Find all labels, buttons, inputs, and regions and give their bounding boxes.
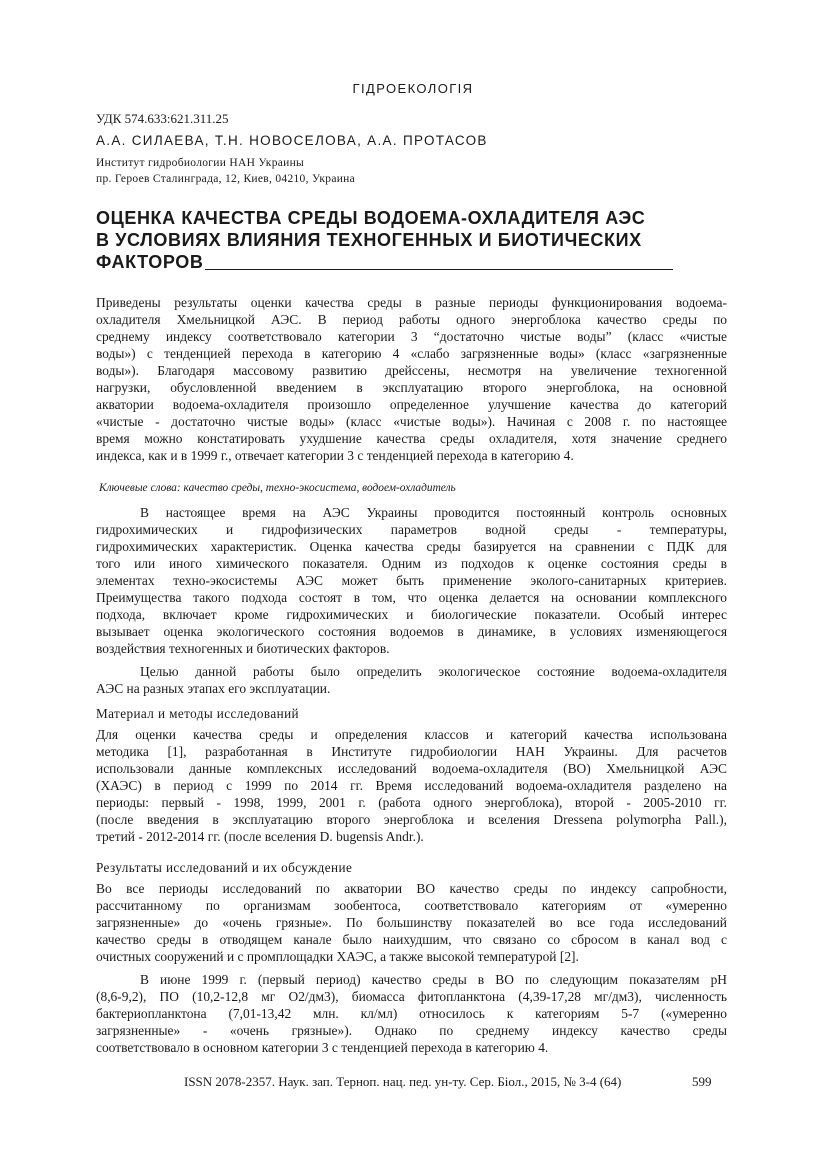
text-line: Приведены результаты оценки качества среды в разные периоды функционирования водоема-	[96, 295, 727, 310]
text-line: воды»). Благодаря массовому развитию дрейссены, несмотря на увеличение техногенной	[96, 363, 727, 378]
affiliation	[96, 155, 355, 187]
page-number: 599	[692, 1074, 712, 1089]
text-line: третий - 2012-2014 гг. (после вселения D. bugensis Andr.).	[96, 829, 424, 844]
title-line-last	[96, 251, 736, 273]
methods-paragraph	[96, 726, 727, 845]
text-line: АЭС на разных этапах его эксплуатации.	[96, 681, 331, 696]
text-line: воздействия техногенных и биотических факторов.	[96, 641, 390, 656]
text-line: акватории водоема-охладителя произошло определенное улучшение качества до категорий	[96, 397, 727, 412]
title-line: В УСЛОВИЯХ ВЛИЯНИЯ ТЕХНОГЕННЫХ И БИОТИЧЕСКИХ	[96, 230, 642, 250]
text-line: рассчитанному по организмам зообентоса, соответствовало категориям от «умеренно	[96, 898, 727, 913]
udc-code: УДК 574.633:621.311.25	[96, 111, 229, 126]
text-line: В июне 1999 г. (первый период) качество среды в ВО по следующим показателям pH	[140, 972, 727, 987]
title-text: ФАКТОРОВ	[96, 252, 204, 272]
text-line: гидрохимических характеристик. Оценка качества среды базируется на сравнении с ПДК для	[96, 539, 727, 554]
text-line: охладителя Хмельницкой АЭС. В период работы одного энергоблока качество среды по	[96, 312, 727, 327]
footer-citation: ISSN 2078-2357. Наук. зап. Терноп. нац. пед. ун-ту. Сер. Біол., 2015, № 3-4 (64)	[184, 1074, 622, 1089]
text-line: периоды: первый - 1998, 1999, 2001 г. (работа одного энергоблока), второй - 2005-2010 гг.	[96, 795, 727, 810]
text-line: загрязненные» - «очень грязные»). Однако по среднему индексу качество среды	[96, 1023, 727, 1038]
results-paragraph-2	[96, 971, 727, 1056]
abstract	[96, 294, 727, 464]
intro-paragraph	[96, 504, 727, 657]
results-paragraph	[96, 880, 727, 965]
text-line: использовали данные комплексных исследований водоема-охладителя (ВО) Хмельницкой АЭС	[96, 761, 727, 776]
text-line: нагрузки, обусловленной введением в эксплуатацию второго энергоблока, на основной	[96, 380, 727, 395]
text-line: среднему индексу соответствовало категории 3 “достаточно чистые воды” (класс «чистые	[96, 329, 727, 344]
text-line: вызывает оценка экологического состояния водоемов в динамике, в условиях изменяющегося	[96, 624, 727, 639]
section-header: ГІДРОЕКОЛОГІЯ	[352, 81, 474, 96]
text-line: Для оценки качества среды и определения классов и категорий качества использована	[96, 727, 727, 742]
text-line: Во все периоды исследований по акватории ВО качество среды по индексу сапробности,	[96, 881, 727, 896]
text-line: В настоящее время на АЭС Украины проводится постоянный контроль основных	[140, 505, 727, 520]
keywords: Ключевые слова: качество среды, техно-экосистема, водоем-охладитель	[99, 482, 456, 494]
text-line: того или иного химического показателя. Одним из подходов к оценке состояния среды в	[96, 556, 727, 571]
text-line: очистных сооружений и с промплощадки ХАЭС, а также высокой температурой [2].	[96, 949, 579, 964]
text-line: методика [1], разработанная в Институте гидробиологии НАН Украины. Для расчетов	[96, 744, 727, 759]
text-line: бактериопланктона (7,01-13,42 млн. кл/мл) относилось к категориям 5-7 («умеренно	[96, 1006, 727, 1021]
text-line: индекса, как и в 1999 г., отвечает категории 3 с тенденцией перехода в категорию 4.	[96, 448, 574, 463]
text-line: Целью данной работы было определить экологическое состояние водоема-охладителя	[140, 664, 727, 679]
institute-address: пр. Героев Сталинграда, 12, Киев, 04210, Украина	[96, 173, 356, 185]
institute-name: Институт гидробиологии НАН Украины	[96, 157, 305, 169]
text-line: воды») с тенденцией перехода в категорию 4 «слабо загрязненные воды» (класс «загрязненные	[96, 346, 727, 361]
text-line: загрязненные» до «очень грязные». По большинству показателей во все года исследований	[96, 915, 727, 930]
text-line: (8,6-9,2), ПО (10,2-12,8 мг О2/дм3), биомасса фитопланктона (4,39-17,28 мг/дм3), численность	[96, 989, 727, 1004]
text-line: время можно констатировать ухудшение качества среды охладителя, хотя значение среднего	[96, 431, 727, 446]
text-line: «чистые - достаточно чистые воды» (класс «чистые воды»). Начиная с 2008 г. по настоящее	[96, 414, 727, 429]
results-heading: Результаты исследований и их обсуждение	[96, 860, 353, 875]
text-line: Преимущества такого подхода состоят в том, что оценка делается на основании комплексного	[96, 590, 727, 605]
text-line: (ХАЭС) в период с 1999 по 2014 гг. Время исследований водоема-охладителя разделено на	[96, 778, 727, 793]
text-line: соответствовало в основном категории 3 с тенденцией перехода в категорию 4.	[96, 1040, 549, 1055]
title-underline-rule	[205, 269, 673, 270]
aim-paragraph	[96, 663, 727, 697]
methods-heading: Материал и методы исследований	[96, 706, 299, 721]
title-line: ОЦЕНКА КАЧЕСТВА СРЕДЫ ВОДОЕМА-ОХЛАДИТЕЛЯ АЭС	[96, 208, 646, 228]
text-line: гидрохимических и гидрофизических параметров водной среды - температуры,	[96, 522, 727, 537]
text-line: (после введения в эксплуатацию второго энергоблока и вселения Dressena polymorpha Pall.),	[96, 812, 727, 827]
text-line: подхода, включает кроме гидрохимических и биологические показатели. Особый интерес	[96, 607, 727, 622]
authors: А.А. СИЛАЕВА, Т.Н. НОВОСЕЛОВА, А.А. ПРОТАСОВ	[96, 133, 488, 148]
text-line: элементах техно-экосистемы АЭС может быть применение эколого-санитарных критериев.	[96, 573, 727, 588]
text-line: качество среды в отводящем канале было наихудшим, что связано со сбросом в канал вод с	[96, 932, 727, 947]
article-title	[96, 207, 736, 273]
